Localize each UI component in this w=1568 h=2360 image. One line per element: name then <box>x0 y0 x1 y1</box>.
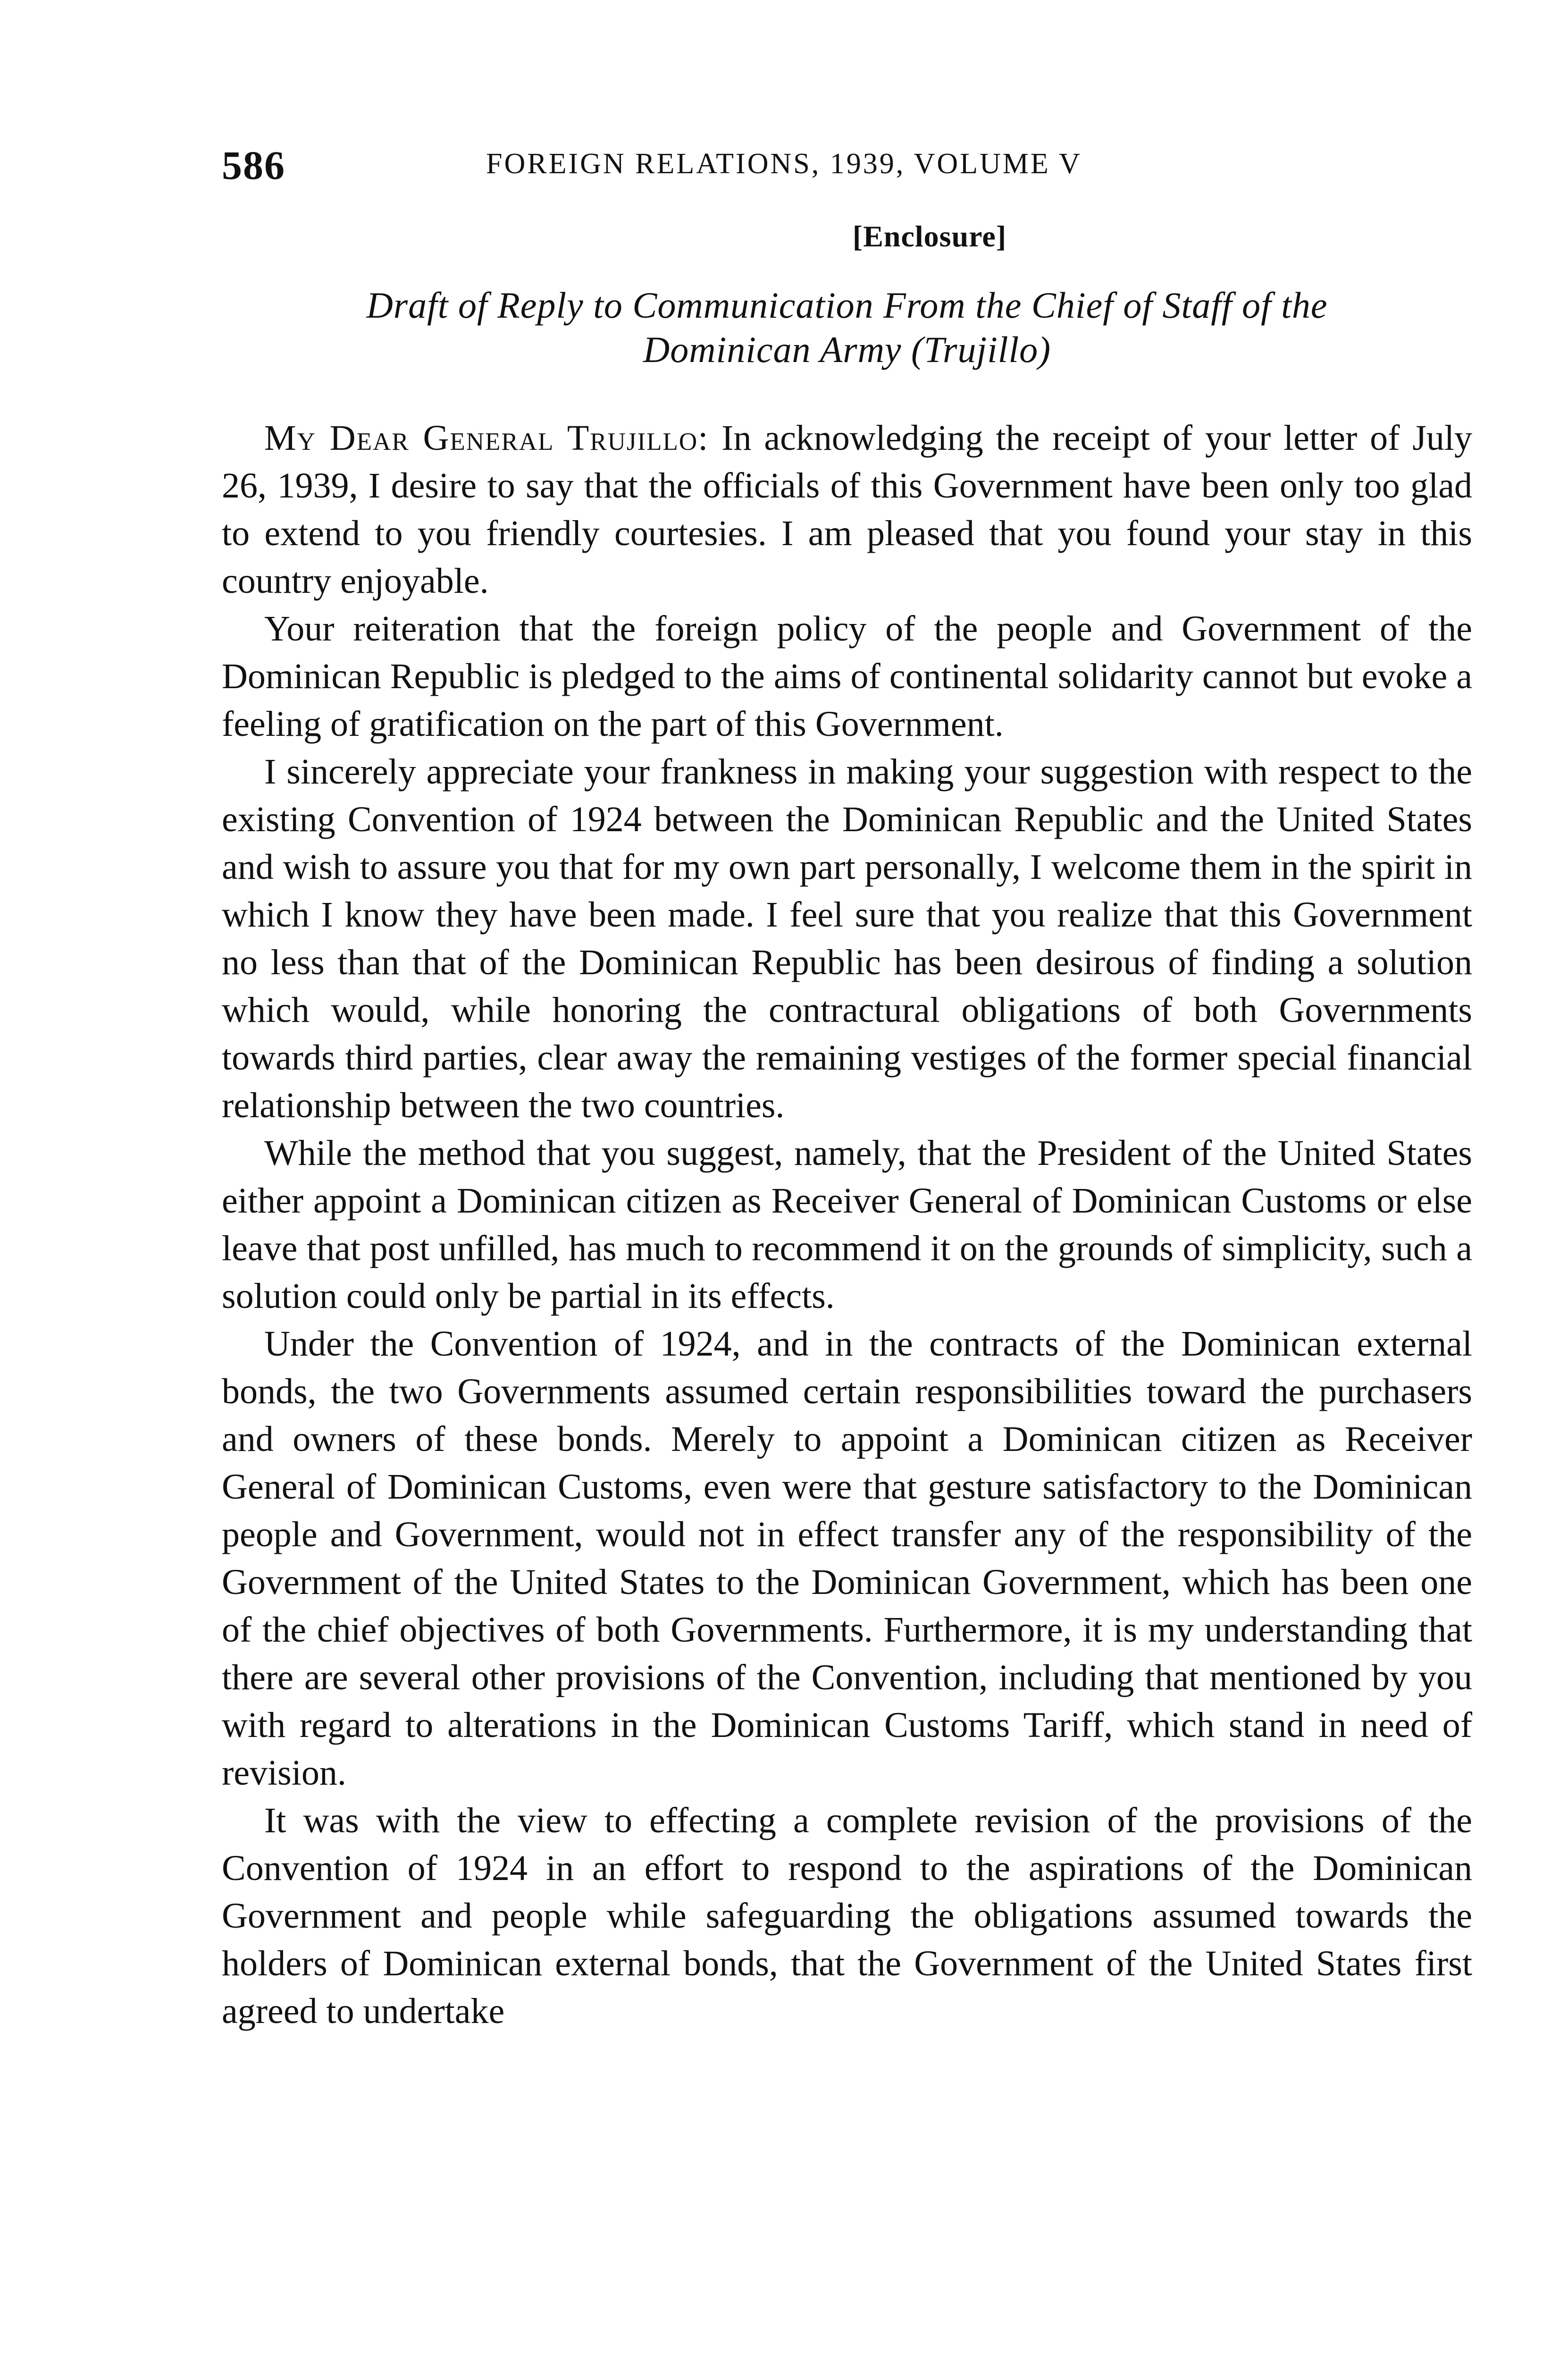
paragraph-6: It was with the view to effecting a complete revision of the provisions of the Convention of 1924 in an effort to respond to the aspirations of the Dominican Government and people while safeguarding the obligations assumed towards the holders of Dominican external bonds, that the Government of the United States first agreed to undertake <box>222 1801 1472 2031</box>
running-title: FOREIGN RELATIONS, 1939, VOLUME V <box>486 148 1082 180</box>
page-number: 586 <box>222 143 285 188</box>
document-title <box>222 283 1472 372</box>
enclosure-label: [Enclosure] <box>852 219 1007 253</box>
running-header <box>222 142 1472 194</box>
salutation: My Dear General Trujillo: <box>264 418 709 458</box>
letter-body <box>222 414 1472 2035</box>
document-title-line-2: Dominican Army (Trujillo) <box>643 329 1051 370</box>
paragraph-1-text: In acknowledging the receipt of your letter of July 26, 1939, I desire to say that the officials of this Government have been only too glad to extend to you friendly courtesies. I am pleased that you found your stay in this country enjoyable. <box>222 418 1472 601</box>
paragraph-4: While the method that you suggest, namely, that the President of the United States either appoint a Dominican citizen as Receiver General of Dominican Customs or else leave that post unfilled, has much to recommend it on the grounds of simplicity, such a solution could only be partial in its effects. <box>222 1133 1472 1316</box>
document-title-line-1: Draft of Reply to Communication From the Chief of Staff of the <box>366 285 1328 326</box>
paragraph-2: Your reiteration that the foreign policy of the people and Government of the Dominican Republic is pledged to the aims of continental solidarity cannot but evoke a feeling of gratification on the part of this Government. <box>222 609 1472 744</box>
paragraph-3: I sincerely appreciate your frankness in making your suggestion with respect to the existing Convention of 1924 between the Dominican Republic and the United States and wish to assure you that for my own part personally, I welcome them in the spirit in which I know they have been made. I feel sure that you realize that this Government no less than that of the Dominican Republic has been desirous of finding a solution which would, while honoring the contractural obligations of both Governments towards third parties, clear away the remaining vestiges of the former special financial relationship between the two countries. <box>222 752 1472 1125</box>
document-page <box>222 142 1472 2035</box>
paragraph-5: Under the Convention of 1924, and in the contracts of the Dominican external bonds, the two Governments assumed certain responsibilities toward the purchasers and owners of these bonds. Merely to appoint a Dominican citizen as Receiver General of Dominican Customs, even were that gesture satisfactory to the Dominican people and Government, would not in effect transfer any of the responsibility of the Government of the United States to the Dominican Government, which has been one of the chief objectives of both Governments. Furthermore, it is my understanding that there are several other provisions of the Convention, including that mentioned by you with regard to alterations in the Dominican Customs Tariff, which stand in need of revision. <box>222 1324 1472 1793</box>
paragraph-1 <box>222 414 1472 605</box>
